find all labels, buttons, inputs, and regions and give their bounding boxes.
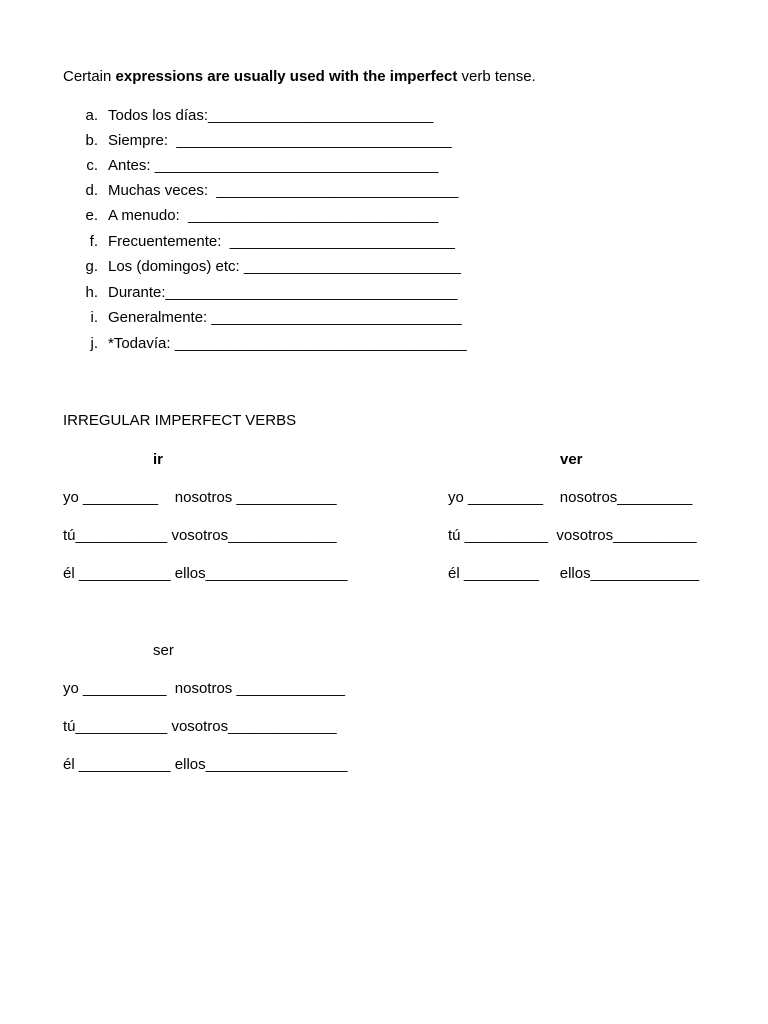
intro-bold: expressions are usually used with the imperfect (115, 68, 458, 85)
list-item: Antes: __________________________________ (108, 157, 439, 174)
list-item: Generalmente: ______________________________ (108, 309, 462, 326)
verb-heading-ser: ser (153, 642, 174, 659)
intro-sentence (63, 68, 536, 86)
list-marker: g. (85, 258, 98, 275)
list-item: A menudo: ______________________________ (108, 207, 439, 224)
conjugation-row: tú __________ vosotros__________ (448, 527, 697, 544)
list-item: Frecuentemente: ___________________________ (108, 233, 455, 250)
conjugation-row: él ___________ ellos_________________ (63, 565, 348, 582)
list-marker: e. (85, 207, 98, 224)
conjugation-row: yo _________ nosotros ____________ (63, 489, 337, 506)
intro-prefix: Certain (63, 68, 116, 85)
conjugation-row: yo _________ nosotros_________ (448, 489, 693, 506)
list-marker: c. (86, 157, 98, 174)
conjugation-row: él ___________ ellos_________________ (63, 756, 348, 773)
list-item: Siempre: _________________________________ (108, 132, 452, 149)
list-item: Muchas veces: _____________________________ (108, 182, 459, 199)
conjugation-row: él _________ ellos_____________ (448, 565, 700, 582)
section-title: IRREGULAR IMPERFECT VERBS (63, 412, 297, 429)
conjugation-row: tú___________ vosotros_____________ (63, 527, 337, 544)
list-item: Durante:___________________________________ (108, 284, 458, 301)
list-marker: h. (85, 284, 98, 301)
conjugation-row: tú___________ vosotros_____________ (63, 718, 337, 735)
list-item: *Todavía: ___________________________________ (108, 335, 467, 352)
list-marker: i. (90, 309, 98, 326)
list-marker: j. (90, 335, 98, 352)
list-item: Todos los días:___________________________ (108, 107, 434, 124)
verb-heading-ver: ver (560, 451, 583, 468)
list-marker: d. (85, 182, 98, 199)
conjugation-row: yo __________ nosotros _____________ (63, 680, 345, 697)
intro-suffix: verb tense. (457, 68, 536, 85)
list-marker: a. (85, 107, 98, 124)
list-marker: f. (89, 233, 98, 250)
list-marker: b. (85, 132, 98, 149)
list-item: Los (domingos) etc: __________________________ (108, 258, 461, 275)
verb-heading-ir: ir (153, 451, 164, 468)
